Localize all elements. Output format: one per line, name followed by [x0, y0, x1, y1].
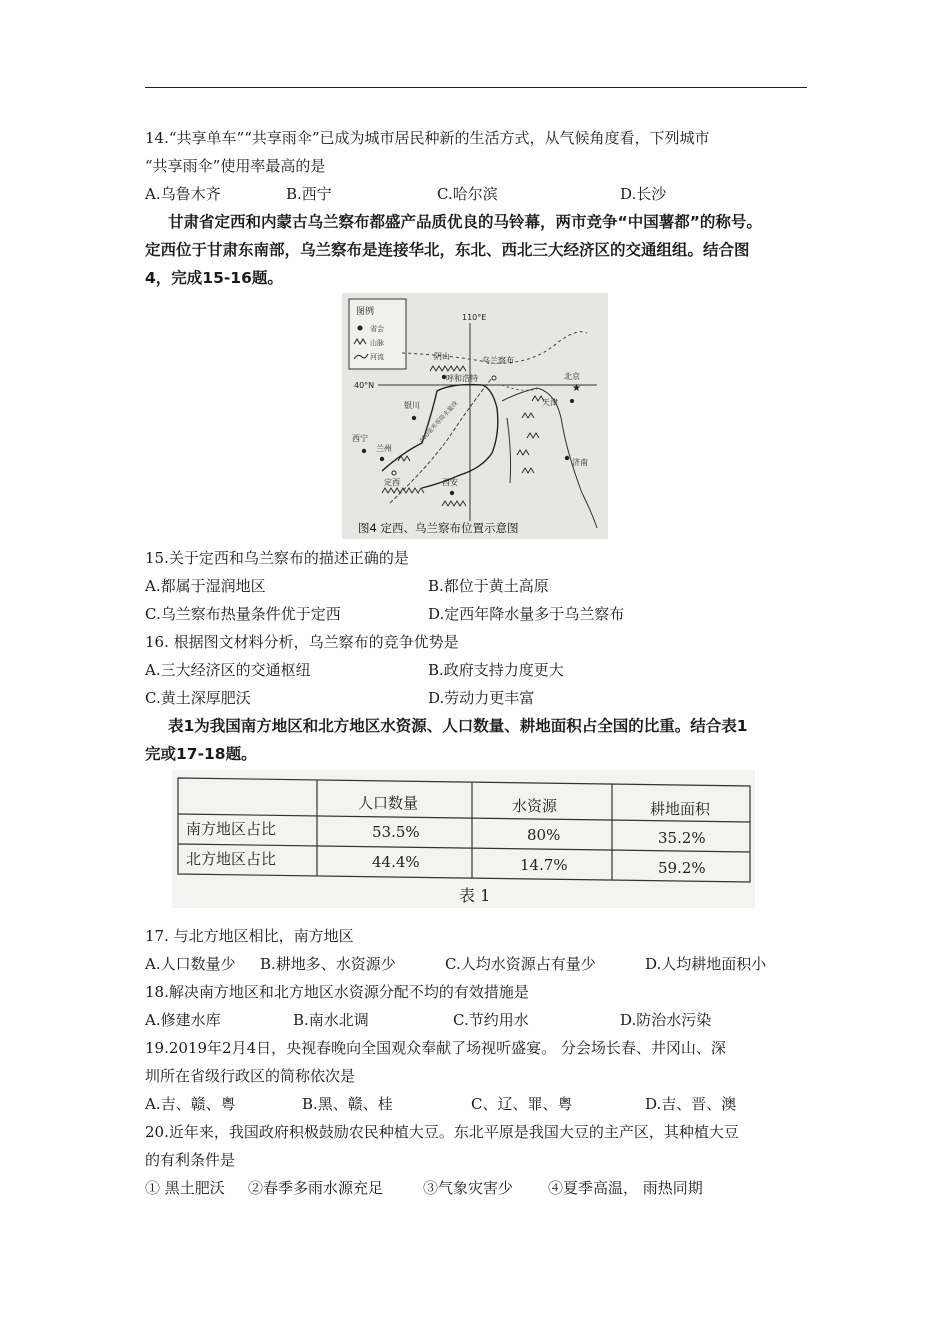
q14-option-a: A.乌鲁木齐 — [145, 185, 221, 203]
table-cell-south-water: 80% — [527, 826, 561, 844]
table-header-population: 人口数量 — [358, 794, 419, 812]
q16-option-b: B.政府支持力度更大 — [428, 661, 564, 679]
q19-option-b: B.黑、赣、桂 — [302, 1095, 393, 1113]
q14-option-d: D.长沙 — [620, 185, 667, 203]
passage2-line2: 完或17-18题。 — [145, 745, 257, 763]
table-cell-north-water: 14.7% — [520, 856, 568, 874]
q17-option-c: C.人均水资源占有量少 — [445, 955, 596, 973]
q18-option-c: C.节约用水 — [453, 1011, 529, 1029]
q20-option-3: ③气象灾害少 — [423, 1179, 514, 1197]
q16-stem: 16. 根据图文材料分析，乌兰察布的竞争优势是 — [145, 633, 459, 651]
label-jinan: 济南 — [572, 458, 588, 467]
q16-option-a: A.三大经济区的交通枢纽 — [145, 661, 311, 679]
header-rule — [145, 87, 807, 88]
q20-option-4: ④夏季高温， 雨热同期 — [548, 1179, 703, 1197]
table-cell-south-farmland: 35.2% — [658, 829, 706, 847]
label-tianjin: 天津 — [542, 398, 558, 407]
q19-option-a: A.吉、赣、粤 — [145, 1095, 236, 1113]
city-dot-dingxi-icon — [392, 471, 396, 475]
label-xining: 西宁 — [352, 434, 368, 443]
label-dingxi: 定西 — [384, 478, 400, 487]
city-dot-xian-icon — [450, 491, 454, 495]
map-legend-item-capital: 省会 — [370, 325, 384, 333]
q19-stem-line2: 圳所在省级行政区的简称依次是 — [145, 1067, 356, 1085]
map-figure — [342, 293, 608, 539]
q15-option-d: D.定西年降水量多于乌兰察布 — [428, 605, 625, 623]
q15-option-c: C.乌兰察布热量条件优于定西 — [145, 605, 341, 623]
passage1-line3: 4，完成15-16题。 — [145, 269, 283, 287]
q15-stem: 15.关于定西和乌兰察布的描述正确的是 — [145, 549, 409, 567]
table-cell-north-farmland: 59.2% — [658, 859, 706, 877]
q20-option-2: ②春季多雨水源充足 — [248, 1179, 384, 1197]
city-dot-jinan-icon — [565, 456, 569, 460]
table-row-south-label: 南方地区占比 — [186, 820, 277, 838]
q14-option-b: B.西宁 — [286, 185, 332, 203]
q20-stem-line2: 的有利条件是 — [145, 1151, 236, 1169]
q16-option-c: C.黄土深厚肥沃 — [145, 689, 251, 707]
table-figure — [172, 770, 755, 908]
q17-option-b: B.耕地多、水资源少 — [260, 955, 396, 973]
city-dot-yinchuan-icon — [412, 416, 416, 420]
label-huhehaote: 呼和浩特 — [446, 374, 478, 383]
q18-option-a: A.修建水库 — [145, 1011, 221, 1029]
map-legend-title: 图例 — [356, 307, 375, 317]
legend-capital-dot-icon — [358, 326, 363, 331]
label-yinshan: 阴山 — [434, 352, 450, 361]
city-dot-tianjin-icon — [570, 399, 574, 403]
q17-option-d: D.人均耕地面积小 — [645, 955, 767, 973]
q14-stem-line1: 14.“共享单车”“共享雨伞”已成为城市居民种新的生活方式，从气候角度看，下列城市 — [145, 129, 710, 147]
table-cell-north-population: 44.4% — [372, 853, 420, 871]
table-header-water: 水资源 — [512, 797, 558, 815]
passage1-line1: 甘肃省定西和内蒙古乌兰察布都盛产品质优良的马铃幕，两市竞争“中国薯都”的称号。 — [168, 213, 762, 231]
table-caption: 表 1 — [459, 886, 491, 905]
table-row-north-label: 北方地区占比 — [186, 850, 277, 868]
label-xian: 西安 — [442, 478, 458, 487]
q18-stem: 18.解决南方地区和北方地区水资源分配不均的有效措施是 — [145, 983, 529, 1001]
city-dot-xining-icon — [362, 449, 366, 453]
q19-stem-line1: 19.2019年2月4日，央视春晚向全国观众奉献了场视听盛宴。 分会场长春、井冈山、深 — [145, 1039, 726, 1057]
q20-option-1: ① 黑土肥沃 — [145, 1179, 225, 1197]
map-legend-item-mountain: 山脉 — [370, 339, 384, 347]
isohyet-label: 400毫米等降水量线 — [418, 399, 460, 445]
q18-option-b: B.南水北调 — [293, 1011, 369, 1029]
beijing-star-icon: ★ — [572, 383, 581, 394]
city-dot-wulanchabu-icon — [492, 376, 496, 380]
meridian-label: 110°E — [462, 313, 487, 322]
q17-stem: 17. 与北方地区相比，南方地区 — [145, 927, 354, 945]
q15-option-a: A.都属于湿润地区 — [145, 577, 266, 595]
label-yinchuan: 银川 — [404, 401, 420, 410]
passage1-line2: 定西位于甘肃东南部，乌兰察布是连接华北，东北、西北三大经济区的交通组组。结合图 — [145, 241, 750, 259]
table-header-farmland: 耕地面积 — [650, 800, 711, 818]
passage2-line1: 表1为我国南方地区和北方地区水资源、人口数量、耕地面积占全国的比重。结合表1 — [168, 717, 748, 735]
q15-option-b: B.都位于黄土高原 — [428, 577, 549, 595]
q16-option-d: D.劳动力更丰富 — [428, 689, 535, 707]
parallel-label: 40°N — [354, 381, 375, 390]
q19-option-c: C、辽、罪、粤 — [471, 1095, 573, 1113]
q18-option-d: D.防治水污染 — [620, 1011, 712, 1029]
label-wulanchabu: 乌兰察布 — [482, 356, 514, 365]
map-caption: 图4 定西、乌兰察布位置示意图 — [358, 521, 519, 535]
city-dot-lanzhou-icon — [380, 457, 384, 461]
q17-option-a: A.人口数量少 — [145, 955, 236, 973]
q14-stem-line2: “共享雨伞”使用率最高的是 — [145, 157, 326, 175]
label-lanzhou: 兰州 — [376, 444, 392, 453]
table-cell-south-population: 53.5% — [372, 823, 420, 841]
map-legend-item-river: 河流 — [370, 353, 384, 361]
q19-option-d: D.吉、晋、澳 — [645, 1095, 737, 1113]
q20-stem-line1: 20.近年来，我国政府积极鼓励农民种植大豆。东北平原是我国大豆的主产区，其种植大豆 — [145, 1123, 739, 1141]
q14-option-c: C.哈尔滨 — [437, 185, 498, 203]
label-beijing: 北京 — [564, 372, 580, 381]
